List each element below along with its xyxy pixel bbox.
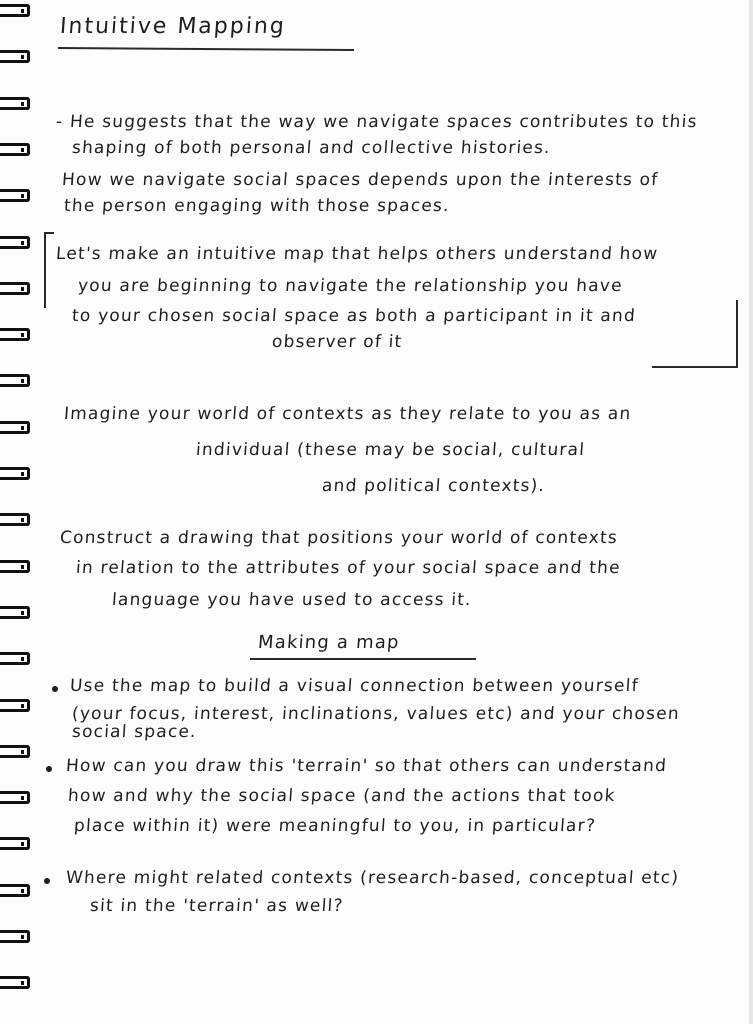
bullet-dot (52, 686, 58, 692)
binding-ring (0, 374, 30, 387)
binding-ring (0, 4, 30, 17)
imagine-line-2: individual (these may be social, cultural (195, 440, 586, 460)
imagine-line-1: Imagine your world of contexts as they relate to you as an (63, 404, 633, 424)
bullet-dot (44, 878, 50, 884)
bullet-3-line-2: sit in the 'terrain' as well? (89, 896, 345, 916)
binding-ring (0, 328, 30, 341)
prompt-line-1: Let's make an intuitive map that helps others understand how (55, 244, 660, 264)
prompt-line-2: you are beginning to navigate the relationship you have (77, 276, 624, 296)
prompt-line-4: observer of it (271, 332, 404, 352)
binding-ring (0, 652, 30, 665)
bullet-1-line-3: social space. (71, 722, 198, 742)
bullet-1-line-1: Use the map to build a visual connection between yourself (69, 676, 640, 696)
binding-ring (0, 513, 30, 526)
binding-ring (0, 189, 30, 202)
binding-ring (0, 884, 30, 897)
binding-ring (0, 791, 30, 804)
intro-line-2: shaping of both personal and collective histories. (71, 138, 552, 158)
intro-line-3: How we navigate social spaces depends upon the interests of (61, 170, 660, 190)
prompt-line-3: to your chosen social space as both a participant in it and (71, 306, 637, 326)
binding-ring (0, 143, 30, 156)
prompt-bracket-left (44, 232, 54, 308)
spiral-binding (0, 0, 36, 1024)
binding-ring (0, 976, 30, 989)
binding-ring (0, 282, 30, 295)
bullet-3-line-1: Where might related contexts (research-based, conceptual etc) (65, 868, 680, 888)
binding-ring (0, 930, 30, 943)
bullet-2-line-1: How can you draw this 'terrain' so that others can understand (65, 756, 668, 776)
binding-ring (0, 50, 30, 63)
binding-ring (0, 560, 30, 573)
title-underline (58, 47, 354, 51)
intro-line-4: the person engaging with those spaces. (63, 196, 451, 216)
construct-line-1: Construct a drawing that positions your world of contexts (59, 528, 619, 548)
imagine-line-3: and political contexts). (321, 476, 546, 496)
bullet-2-line-2: how and why the social space (and the actions that took (67, 786, 617, 806)
construct-line-2: in relation to the attributes of your social space and the (75, 558, 622, 578)
binding-ring (0, 467, 30, 480)
bullet-1-line-2: (your focus, interest, inclinations, values etc) and your chosen (71, 704, 681, 724)
bullet-2-line-3: place within it) were meaningful to you, in particular? (73, 816, 597, 836)
section-heading: Making a map (257, 632, 401, 653)
intro-line-1: - He suggests that the way we navigate spaces contributes to this (55, 112, 699, 132)
page-edge (749, 0, 753, 1024)
binding-ring (0, 699, 30, 712)
bullet-dot (46, 766, 52, 772)
binding-ring (0, 97, 30, 110)
heading-underline (250, 658, 476, 660)
prompt-bracket-right (652, 300, 738, 368)
binding-ring (0, 421, 30, 434)
binding-ring (0, 837, 30, 850)
construct-line-3: language you have used to access it. (111, 590, 473, 610)
binding-ring (0, 236, 30, 249)
binding-ring (0, 745, 30, 758)
binding-ring (0, 606, 30, 619)
page-title: Intuitive Mapping (59, 14, 287, 39)
